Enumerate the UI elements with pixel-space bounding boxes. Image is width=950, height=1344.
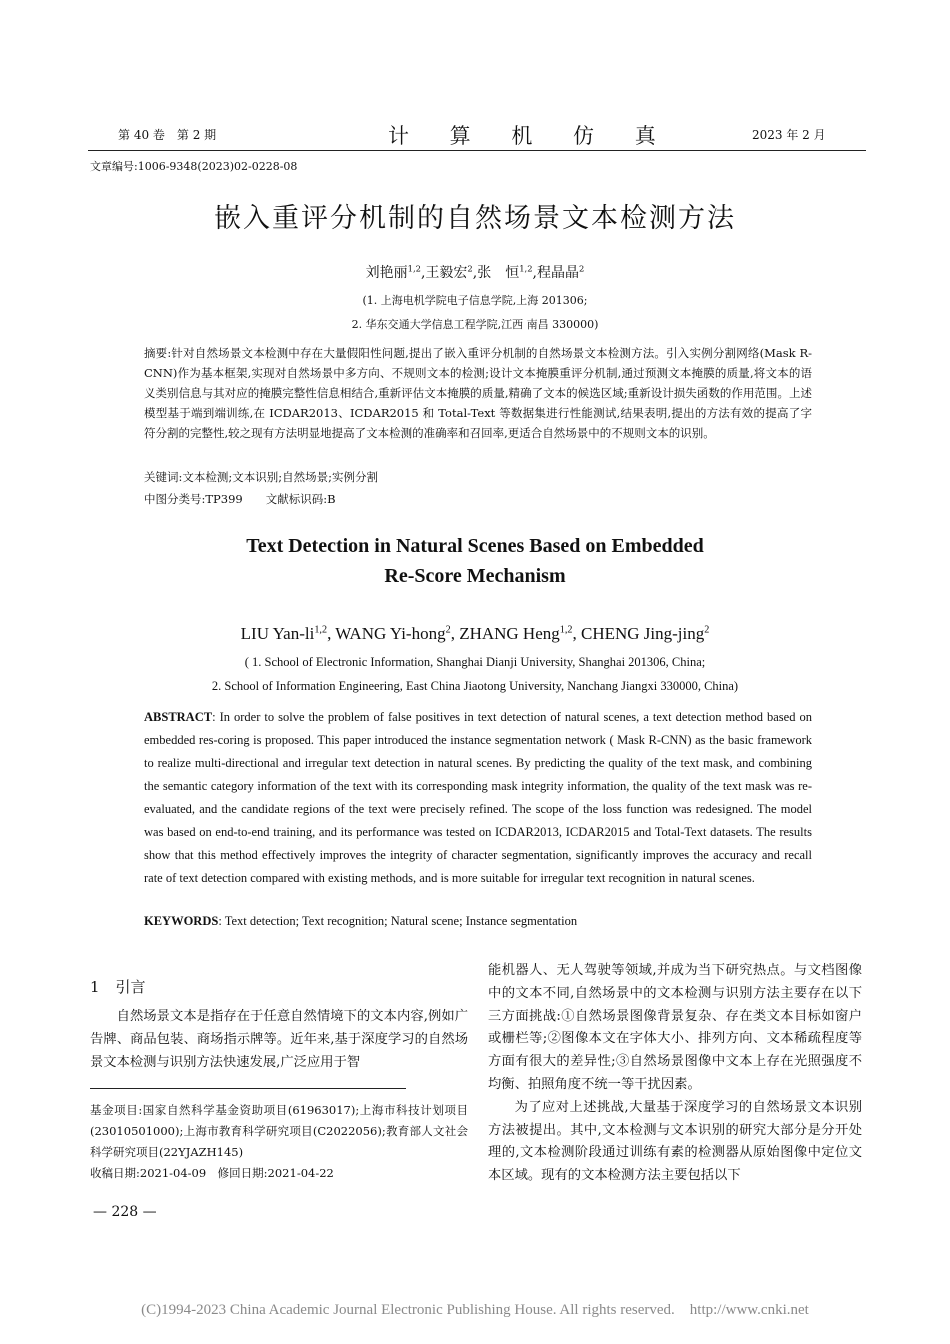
english-affiliation-1: ( 1. School of Electronic Information, Shanghai Dianji University, Shanghai 201306, China; [244,655,706,669]
chinese-keywords: 关键词:文本检测;文本识别;自然场景;实例分割 [144,470,378,484]
english-abstract [144,706,812,890]
keywords-label: KEYWORDS [144,914,219,928]
dates-note: 收稿日期:2021-04-09 修回日期:2021-04-22 [90,1166,334,1180]
english-title-line-1: Text Detection in Natural Scenes Based on Embedded [246,535,704,557]
english-authors: LIU Yan-li$^{1,2}$, WANG Yi-hong$^2$, ZHANG Heng$^{1,2}$, CHENG Jing-jing$^2$ [240,624,710,643]
chinese-affiliation-1: (1. 上海电机学院电子信息学院,上海 201306; [362,294,588,307]
page-number: — 228 — [93,1204,157,1220]
chinese-authors: 刘艳丽$^{1,2}$,王毅宏$^2$,张 恒$^{1,2}$,程晶晶$^2$ [365,263,585,281]
english-affiliation-2: 2. School of Information Engineering, East China Jiaotong University, Nanchang Jiangxi 330000, China) [211,679,739,693]
right-paragraph-2: 为了应对上述挑战,大量基于深度学习的自然场景文本识别方法被提出。其中,文本检测与文本识别的研究大部分是分开处理的,文本检测阶段通过训练有素的检测器从原始图像中定位文本区域。现有的文本检测方法主要包括以下 [488,1099,862,1184]
section-number: 1 [90,978,100,996]
section-title: 引言 [115,978,146,996]
keywords-body: : Text detection; Text recognition; Natural scene; Instance segmentation [218,914,578,928]
right-column [488,960,862,1188]
footnote [90,1100,468,1184]
chinese-abstract: 摘要:针对自然场景文本检测中存在大量假阳性问题,提出了嵌入重评分机制的自然场景文本检测方法。引入实例分割网络(Mask R-CNN)作为基本框架,实现对自然场景中多方向、不规则文本的检测;设计文本掩膜重评分机制,通过预测文本掩膜的质量,将文本的语义类别信息与其对应的掩膜完整性信息相结合,重新评估文本掩膜的质量,精确了文本的候选区域;重新设计损失函数的作用范围。上述模型基于端到端训练,在 ICDAR2013、ICDAR2015 和 Total-Text 等数据集进行性能测试,结果表明,提出的方法有效的提高了字符分割的完整性,较之现有方法明显地提高了文本检测的准确率和召回率,更适合自然场景中的不规则文本的识别。 [144,346,812,440]
chinese-affiliation-2: 2. 华东交通大学信息工程学院,江西 南昌 330000) [351,318,599,331]
running-header-volume: 第 40 卷 第 2 期 [118,128,217,142]
left-column [90,1006,468,1074]
english-keywords [144,914,577,929]
journal-name: 计 算 机 仿 真 [388,124,673,148]
right-paragraph-1: 能机器人、无人驾驶等领域,并成为当下研究热点。与文档图像中的文本不同,自然场景中的文本检测与识别方法主要存在以下三方面挑战:①自然场景图像背景复杂、存在类文本目标如窗户或栅栏等;②图像本文在字体大小、排列方向、文本稀疏程度等方面有很大的差异性;③自然场景图像中文本上存在光照强度不均衡、拍照角度不统一等干扰因素。 [488,963,862,1092]
chinese-title: 嵌入重评分机制的自然场景文本检测方法 [214,203,736,234]
english-title-line-2: Re-Score Mechanism [384,565,566,587]
header-rule [88,150,866,151]
section-heading [90,976,146,997]
abstract-label: ABSTRACT [144,710,213,724]
copyright-notice: (C)1994-2023 China Academic Journal Electronic Publishing House. All rights reserved. http://www.cnki.net [141,1302,809,1318]
fund-note: 基金项目:国家自然科学基金资助项目(61963017);上海市科技计划项目(23010501000);上海市教育科学研究项目(C2022056);教育部人文社会科学研究项目(22YJAZH145) [90,1103,468,1159]
left-paragraph: 自然场景文本是指存在于任意自然情境下的文本内容,例如广告牌、商品包装、商场指示牌等。近年来,基于深度学习的自然场景文本检测与识别方法快速发展,广泛应用于智 [90,1009,468,1070]
running-header-date: 2023 年 2 月 [752,128,826,142]
footnote-rule [90,1088,406,1089]
article-number: 文章编号:1006-9348(2023)02-0228-08 [90,160,298,173]
classification-number: 中图分类号:TP399 文献标识码:B [144,492,336,506]
abstract-body: : In order to solve the problem of false positives in text detection of natural scenes, a text detection method based on embedded res-coring is proposed. This paper introduced the instance segmentation network ( Mask R-CNN) as the basic framework to realize multi-directional and irregular text detection in natural scenes. By predicting the quality of the text mask, and combining the semantic category information of the text with its corresponding mask integrity information, the quality of the text mask was re-evaluated, and the candidate regions of the text were precisely refined. The scope of the loss function was redesigned. The model was based on end-to-end training, and its performance was tested on ICDAR2013, ICDAR2015 and Total-Text datasets. The results show that this method effectively improves the integrity of character segmentation, significantly improves the accuracy and recall rate of text detection compared with existing methods, and is more suitable for irregular text recognition in natural scenes. [144,710,812,885]
